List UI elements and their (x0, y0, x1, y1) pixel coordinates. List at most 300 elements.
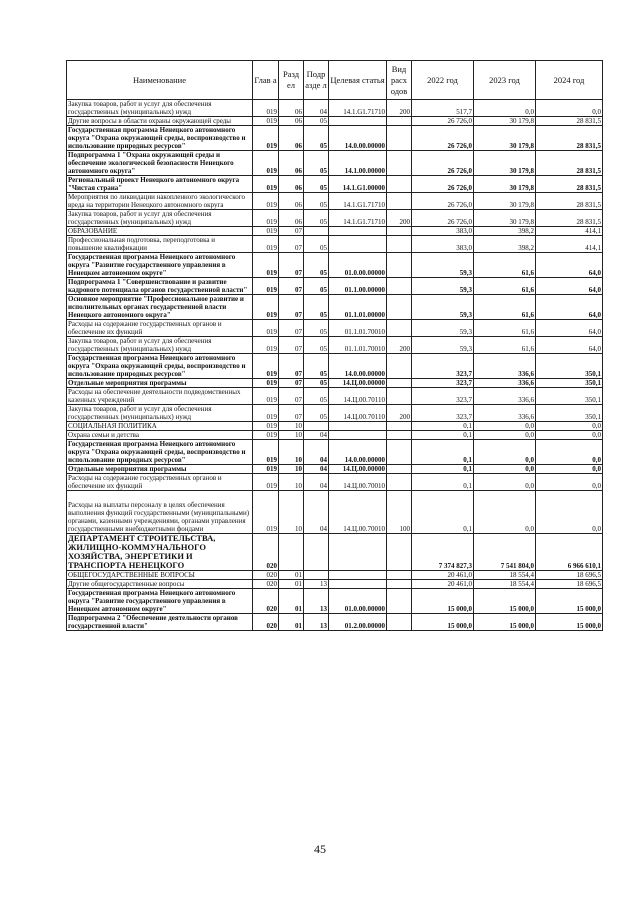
row-glava: 019 (253, 210, 279, 227)
row-name: Региональный проект Ненецкого автономного округа "Чистая страна" (67, 176, 253, 193)
table-row (67, 253, 603, 278)
row-2024: 350,1 (536, 388, 603, 405)
row-podrazdel: 05 (304, 388, 329, 405)
row-target: 01.1.01.00000 (329, 295, 387, 320)
row-razdel: 10 (279, 491, 304, 534)
row-2022: 26 726,0 (412, 126, 474, 151)
row-2024: 15 000,0 (536, 614, 603, 631)
table-row (67, 210, 603, 227)
row-podrazdel: 04 (304, 465, 329, 474)
row-2024: 350,1 (536, 354, 603, 379)
row-2023: 336,6 (474, 405, 536, 422)
row-vid: 200 (387, 210, 412, 227)
row-2024: 28 831,5 (536, 117, 603, 126)
row-razdel: 07 (279, 337, 304, 354)
row-glava: 019 (253, 465, 279, 474)
row-target: 14.0.00.00000 (329, 126, 387, 151)
row-2022: 0,1 (412, 465, 474, 474)
header-target: Целевая статья (329, 61, 387, 100)
row-razdel: 06 (279, 117, 304, 126)
row-glava: 019 (253, 193, 279, 210)
row-2024: 0,0 (536, 100, 603, 117)
row-2022: 0,1 (412, 440, 474, 465)
row-2024: 64,0 (536, 278, 603, 295)
row-glava: 019 (253, 474, 279, 491)
row-razdel: 07 (279, 379, 304, 388)
row-2023: 336,6 (474, 379, 536, 388)
header-name: Наименование (67, 61, 253, 100)
row-razdel: 10 (279, 474, 304, 491)
row-glava: 019 (253, 379, 279, 388)
row-name: Отдельные мероприятия программы (67, 379, 253, 388)
row-2023: 0,0 (474, 422, 536, 431)
row-glava: 020 (253, 534, 279, 571)
row-podrazdel: 04 (304, 100, 329, 117)
row-2024: 28 831,5 (536, 126, 603, 151)
row-name: Государственная программа Ненецкого автономного округа "Развитие государственного управления в Ненецком автономном округе" (67, 253, 253, 278)
row-2023: 336,6 (474, 388, 536, 405)
row-2024: 28 831,5 (536, 151, 603, 176)
table-row (67, 405, 603, 422)
header-2024: 2024 год (536, 61, 603, 100)
row-razdel: 01 (279, 589, 304, 614)
row-razdel: 07 (279, 320, 304, 337)
budget-table-page (66, 60, 602, 631)
row-2023: 30 179,8 (474, 193, 536, 210)
row-2022: 15 000,0 (412, 614, 474, 631)
row-name: Профессиональная подготовка, переподготовка и повышение квалификации (67, 236, 253, 253)
header-podrazdel: Подр азде л (304, 61, 329, 100)
row-glava: 019 (253, 320, 279, 337)
row-podrazdel: 05 (304, 253, 329, 278)
row-target (329, 534, 387, 571)
row-vid: 200 (387, 405, 412, 422)
row-razdel: 07 (279, 227, 304, 236)
table-header-row (67, 61, 603, 100)
table-row (67, 278, 603, 295)
row-target: 14.Ц.00.70010 (329, 474, 387, 491)
row-2022: 323,7 (412, 354, 474, 379)
row-target (329, 236, 387, 253)
table-row (67, 227, 603, 236)
row-glava: 019 (253, 151, 279, 176)
row-2022: 59,3 (412, 253, 474, 278)
row-2024: 64,0 (536, 320, 603, 337)
header-razdel: Разд ел (279, 61, 304, 100)
row-vid (387, 431, 412, 440)
row-2023: 61,6 (474, 320, 536, 337)
row-razdel: 07 (279, 354, 304, 379)
row-target: 01.1.00.00000 (329, 278, 387, 295)
row-podrazdel: 04 (304, 431, 329, 440)
row-2024: 64,0 (536, 337, 603, 354)
row-2024: 15 000,0 (536, 589, 603, 614)
row-2022: 59,3 (412, 295, 474, 320)
row-razdel: 07 (279, 278, 304, 295)
row-name: Подпрограмма 1 "Совершенствование и развитие кадрового потенциала органов государственной власти" (67, 278, 253, 295)
row-2022: 15 000,0 (412, 589, 474, 614)
table-row (67, 117, 603, 126)
row-2023: 0,0 (474, 440, 536, 465)
row-target: 14.0.00.00000 (329, 354, 387, 379)
row-name: Подпрограмма 2 "Обеспечение деятельности органов государственной власти" (67, 614, 253, 631)
row-target (329, 227, 387, 236)
row-razdel: 07 (279, 236, 304, 253)
row-vid (387, 614, 412, 631)
row-name: Закупка товаров, работ и услуг для обеспечения государственных (муниципальных) нужд (67, 337, 253, 354)
table-row (67, 440, 603, 465)
header-2022: 2022 год (412, 61, 474, 100)
row-podrazdel: 05 (304, 354, 329, 379)
row-target: 14.1.G1.71710 (329, 210, 387, 227)
row-vid (387, 151, 412, 176)
row-2022: 517,7 (412, 100, 474, 117)
row-name: ОБРАЗОВАНИЕ (67, 227, 253, 236)
table-row (67, 126, 603, 151)
row-razdel: 06 (279, 151, 304, 176)
table-row (67, 151, 603, 176)
row-razdel: 06 (279, 193, 304, 210)
row-vid (387, 253, 412, 278)
row-2022: 383,0 (412, 236, 474, 253)
row-name: Другие вопросы в области охраны окружающей среды (67, 117, 253, 126)
row-2024: 18 696,5 (536, 580, 603, 589)
header-glava: Глав а (253, 61, 279, 100)
row-podrazdel: 05 (304, 210, 329, 227)
row-2022: 59,3 (412, 320, 474, 337)
row-2023: 0,0 (474, 431, 536, 440)
row-target: 01.1.01.70010 (329, 337, 387, 354)
page-number: 45 (314, 842, 326, 856)
row-podrazdel: 04 (304, 474, 329, 491)
row-target: 14.1.G1.71710 (329, 100, 387, 117)
table-row (67, 474, 603, 491)
row-podrazdel: 05 (304, 320, 329, 337)
row-2022: 0,1 (412, 431, 474, 440)
row-name: Государственная программа Ненецкого автономного округа "Охрана окружающей среды, воспроизводство и использование природных ресурсов" (67, 440, 253, 465)
row-glava: 019 (253, 431, 279, 440)
row-name: Закупка товаров, работ и услуг для обеспечения государственных (муниципальных) нужд (67, 210, 253, 227)
row-razdel: 01 (279, 571, 304, 580)
row-vid (387, 227, 412, 236)
row-podrazdel (304, 571, 329, 580)
row-2023: 336,6 (474, 354, 536, 379)
row-2024: 0,0 (536, 465, 603, 474)
row-vid (387, 295, 412, 320)
row-name: Государственная программа Ненецкого автономного округа "Охрана окружающей среды, воспроизводство и использование природных ресурсов" (67, 126, 253, 151)
row-2024: 64,0 (536, 295, 603, 320)
row-glava: 019 (253, 295, 279, 320)
table-row (67, 431, 603, 440)
row-name: Охрана семьи и детства (67, 431, 253, 440)
row-2024: 18 696,5 (536, 571, 603, 580)
row-glava: 019 (253, 117, 279, 126)
row-vid (387, 278, 412, 295)
row-2023: 0,0 (474, 491, 536, 534)
row-name: Закупка товаров, работ и услуг для обеспечения государственных (муниципальных) нужд (67, 100, 253, 117)
row-glava: 019 (253, 126, 279, 151)
row-2023: 15 000,0 (474, 614, 536, 631)
row-2023: 30 179,8 (474, 117, 536, 126)
row-vid (387, 440, 412, 465)
row-name: Государственная программа Ненецкого автономного округа "Охрана окружающей среды, воспроизводство и использование природных ресурсов" (67, 354, 253, 379)
row-glava: 019 (253, 405, 279, 422)
row-podrazdel: 05 (304, 278, 329, 295)
row-2023: 61,6 (474, 295, 536, 320)
row-vid (387, 379, 412, 388)
row-2023: 30 179,8 (474, 210, 536, 227)
row-podrazdel: 13 (304, 580, 329, 589)
row-vid: 200 (387, 100, 412, 117)
table-row (67, 379, 603, 388)
row-razdel: 10 (279, 431, 304, 440)
row-2024: 28 831,5 (536, 193, 603, 210)
row-podrazdel: 13 (304, 614, 329, 631)
row-target: 14.1.G1.71710 (329, 193, 387, 210)
row-podrazdel (304, 227, 329, 236)
header-2023: 2023 год (474, 61, 536, 100)
row-razdel: 06 (279, 176, 304, 193)
row-podrazdel: 13 (304, 589, 329, 614)
row-2023: 30 179,8 (474, 126, 536, 151)
row-2024: 350,1 (536, 379, 603, 388)
row-2022: 26 726,0 (412, 176, 474, 193)
row-2024: 0,0 (536, 440, 603, 465)
row-glava: 019 (253, 227, 279, 236)
row-name: ОБЩЕГОСУДАРСТВЕННЫЕ ВОПРОСЫ (67, 571, 253, 580)
row-glava: 019 (253, 253, 279, 278)
row-name: Расходы на обеспечение деятельности подведомственных казенных учреждений (67, 388, 253, 405)
row-razdel: 07 (279, 253, 304, 278)
table-row (67, 295, 603, 320)
row-2024: 64,0 (536, 253, 603, 278)
row-podrazdel: 05 (304, 295, 329, 320)
row-vid: 200 (387, 337, 412, 354)
row-2022: 26 726,0 (412, 151, 474, 176)
row-vid (387, 589, 412, 614)
row-target (329, 117, 387, 126)
row-2022: 26 726,0 (412, 117, 474, 126)
row-2024: 28 831,5 (536, 210, 603, 227)
row-name: Расходы на выплаты персоналу в целях обеспечения выполнения функций государственными (муниципальными) органами, казенными учреждениями, органами управления государственными внебюджетными фондами (67, 491, 253, 534)
row-target: 01.1.01.70010 (329, 320, 387, 337)
row-razdel: 10 (279, 440, 304, 465)
row-2023: 0,0 (474, 100, 536, 117)
row-target (329, 422, 387, 431)
row-name: Подпрограмма 1 "Охрана окружающей среды и обеспечение экологической безопасности Ненецкого автономного округа" (67, 151, 253, 176)
row-glava: 019 (253, 100, 279, 117)
row-target (329, 431, 387, 440)
table-row (67, 580, 603, 589)
row-target: 14.Ц.00.00000 (329, 379, 387, 388)
row-2023: 398,2 (474, 227, 536, 236)
row-2022: 323,7 (412, 379, 474, 388)
table-row (67, 422, 603, 431)
row-2023: 18 554,4 (474, 580, 536, 589)
header-vid: Вид расх одов (387, 61, 412, 100)
row-target: 14.Ц.00.70110 (329, 388, 387, 405)
table-row (67, 614, 603, 631)
row-name: Расходы на содержание государственных органов и обеспечение их функций (67, 320, 253, 337)
row-vid (387, 126, 412, 151)
row-2022: 0,1 (412, 491, 474, 534)
row-2023: 398,2 (474, 236, 536, 253)
row-name: Отдельные мероприятия программы (67, 465, 253, 474)
row-name: Государственная программа Ненецкого автономного округа "Развитие государственного управления в Ненецком автономном округе" (67, 589, 253, 614)
table-row (67, 193, 603, 210)
row-podrazdel: 05 (304, 176, 329, 193)
row-razdel: 01 (279, 614, 304, 631)
row-vid (387, 176, 412, 193)
budget-table (66, 60, 603, 631)
row-razdel: 10 (279, 465, 304, 474)
row-glava: 019 (253, 422, 279, 431)
table-row (67, 320, 603, 337)
row-razdel: 07 (279, 295, 304, 320)
row-razdel: 07 (279, 405, 304, 422)
row-2024: 6 966 610,1 (536, 534, 603, 571)
row-2023: 61,6 (474, 278, 536, 295)
row-target: 14.1.00.00000 (329, 151, 387, 176)
row-glava: 020 (253, 589, 279, 614)
row-glava: 019 (253, 176, 279, 193)
row-2024: 350,1 (536, 405, 603, 422)
row-glava: 019 (253, 491, 279, 534)
row-2024: 0,0 (536, 474, 603, 491)
table-row (67, 534, 603, 571)
row-vid (387, 465, 412, 474)
row-2024: 0,0 (536, 491, 603, 534)
row-2022: 26 726,0 (412, 193, 474, 210)
row-2022: 0,1 (412, 422, 474, 431)
row-podrazdel: 05 (304, 126, 329, 151)
table-row (67, 388, 603, 405)
row-vid (387, 534, 412, 571)
row-razdel (279, 534, 304, 571)
row-razdel: 06 (279, 100, 304, 117)
row-glava: 019 (253, 388, 279, 405)
row-2022: 20 461,0 (412, 571, 474, 580)
row-razdel: 06 (279, 126, 304, 151)
row-podrazdel: 05 (304, 405, 329, 422)
row-2023: 61,6 (474, 253, 536, 278)
row-target: 14.Ц.00.70010 (329, 491, 387, 534)
row-glava: 020 (253, 614, 279, 631)
row-name: Мероприятия по ликвидации накопленного экологического вреда на территории Ненецкого автономного округа (67, 193, 253, 210)
row-2024: 414,1 (536, 227, 603, 236)
row-target (329, 580, 387, 589)
table-row (67, 337, 603, 354)
row-target: 14.0.00.00000 (329, 440, 387, 465)
row-target: 14.Ц.00.70110 (329, 405, 387, 422)
row-2022: 323,7 (412, 388, 474, 405)
table-body (67, 100, 603, 631)
row-razdel: 06 (279, 210, 304, 227)
row-name: Основное мероприятие "Профессиональное развитие и исполнительных органах государственной власти Ненецкого автономного округа" (67, 295, 253, 320)
row-2023: 0,0 (474, 465, 536, 474)
row-vid: 100 (387, 491, 412, 534)
row-target: 01.0.00.00000 (329, 253, 387, 278)
row-name: СОЦИАЛЬНАЯ ПОЛИТИКА (67, 422, 253, 431)
row-vid (387, 474, 412, 491)
table-row (67, 571, 603, 580)
row-podrazdel: 04 (304, 491, 329, 534)
row-2022: 7 374 827,3 (412, 534, 474, 571)
row-glava: 019 (253, 278, 279, 295)
table-row (67, 176, 603, 193)
row-glava: 019 (253, 236, 279, 253)
table-row (67, 236, 603, 253)
row-glava: 019 (253, 440, 279, 465)
row-2022: 26 726,0 (412, 210, 474, 227)
row-vid (387, 388, 412, 405)
row-podrazdel: 05 (304, 117, 329, 126)
row-name: Закупка товаров, работ и услуг для обеспечения государственных (муниципальных) нужд (67, 405, 253, 422)
row-2024: 0,0 (536, 431, 603, 440)
table-row (67, 589, 603, 614)
row-glava: 020 (253, 571, 279, 580)
row-vid (387, 320, 412, 337)
row-2023: 30 179,8 (474, 176, 536, 193)
row-podrazdel: 04 (304, 440, 329, 465)
row-2022: 0,1 (412, 474, 474, 491)
row-2023: 30 179,8 (474, 151, 536, 176)
row-glava: 020 (253, 580, 279, 589)
row-2024: 414,1 (536, 236, 603, 253)
row-podrazdel (304, 422, 329, 431)
row-target: 01.0.00.00000 (329, 589, 387, 614)
row-2022: 20 461,0 (412, 580, 474, 589)
row-2023: 7 541 804,0 (474, 534, 536, 571)
row-target: 14.1.G1.00000 (329, 176, 387, 193)
row-target (329, 571, 387, 580)
row-2024: 28 831,5 (536, 176, 603, 193)
row-2023: 15 000,0 (474, 589, 536, 614)
row-podrazdel: 05 (304, 236, 329, 253)
row-vid (387, 354, 412, 379)
row-name: Расходы на содержание государственных органов и обеспечение их функций (67, 474, 253, 491)
row-2023: 18 554,4 (474, 571, 536, 580)
row-2024: 0,0 (536, 422, 603, 431)
row-2022: 383,0 (412, 227, 474, 236)
row-2022: 59,3 (412, 337, 474, 354)
row-podrazdel: 05 (304, 151, 329, 176)
row-podrazdel: 05 (304, 193, 329, 210)
row-razdel: 07 (279, 388, 304, 405)
row-vid (387, 193, 412, 210)
row-podrazdel (304, 534, 329, 571)
row-target: 14.Ц.00.00000 (329, 465, 387, 474)
row-razdel: 10 (279, 422, 304, 431)
row-vid (387, 422, 412, 431)
table-row (67, 465, 603, 474)
table-row (67, 491, 603, 534)
row-vid (387, 580, 412, 589)
row-podrazdel: 05 (304, 337, 329, 354)
row-podrazdel: 05 (304, 379, 329, 388)
row-2022: 323,7 (412, 405, 474, 422)
table-row (67, 354, 603, 379)
row-target: 01.2.00.00000 (329, 614, 387, 631)
row-razdel: 01 (279, 580, 304, 589)
row-glava: 019 (253, 354, 279, 379)
row-name: Другие общегосударственные вопросы (67, 580, 253, 589)
row-vid (387, 236, 412, 253)
row-2022: 59,3 (412, 278, 474, 295)
row-2023: 61,6 (474, 337, 536, 354)
row-vid (387, 117, 412, 126)
row-vid (387, 571, 412, 580)
